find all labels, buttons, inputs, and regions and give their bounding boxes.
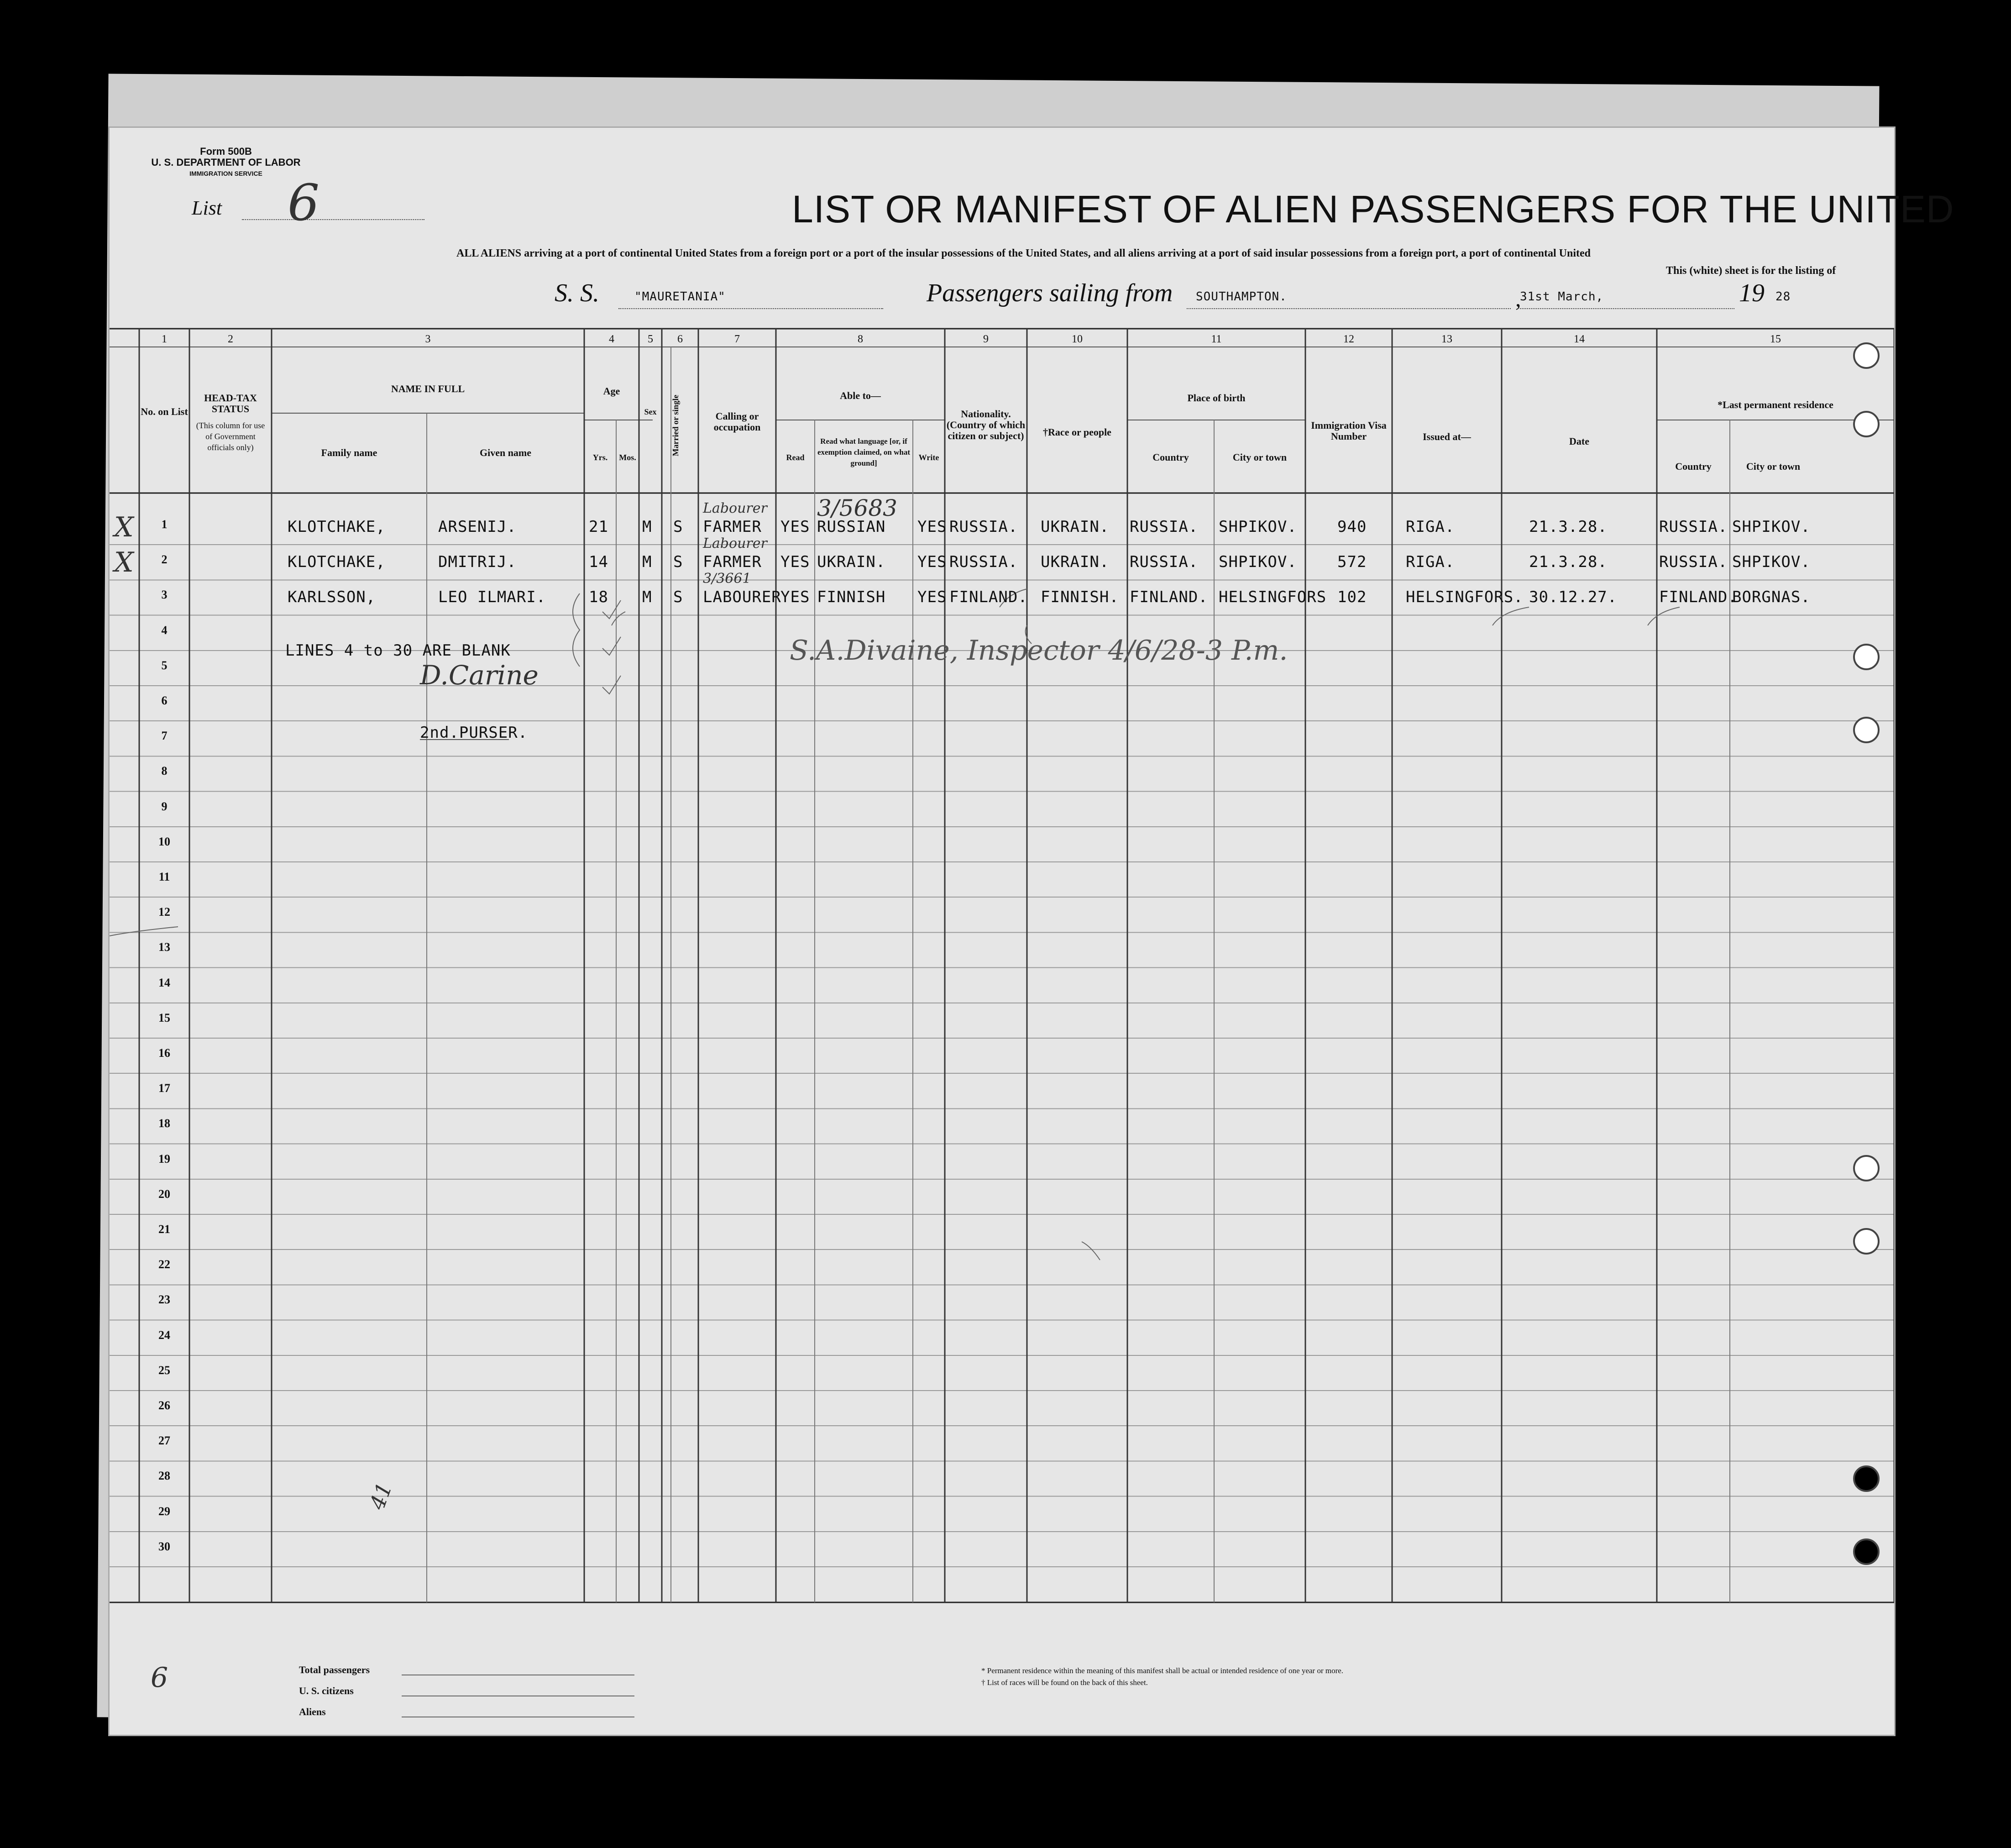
col-num-10: 10 [1072,333,1083,345]
hdr-yrs: Yrs. [592,453,608,462]
subtitle-1: ALL ALIENS arriving at a port of continental United States from a foreign port or a port of the insular possessions of the United States, and all aliens arriving at a port of said insular possessions from a foreign port, a port of continental United [456,247,1591,259]
department: U. S. DEPARTMENT OF LABOR [151,157,301,168]
row-number: 9 [161,799,168,813]
issue-date: 21.3.28. [1529,518,1608,536]
blank-lines-note: LINES 4 to 30 ARE BLANK [285,641,511,660]
inspector-note: S.A.Divaine, Inspector 4/6/28-3 P.m. [790,635,1288,667]
cross-mark: X [114,511,134,543]
manifest-title: LIST OR MANIFEST OF ALIEN PASSENGERS FOR THE UNITED [792,188,1954,231]
hdr-nationality: Nationality. (Country of which citizen or subject) [946,408,1026,441]
ship-name: "MAURETANIA" [634,290,726,304]
list-number: 6 [288,173,319,232]
row-number: 22 [158,1258,170,1271]
row-number: 12 [158,905,170,919]
hdr-birth-city: City or town [1232,452,1287,463]
age-years: 21 [589,518,608,536]
row-number: 16 [158,1046,170,1060]
hdr-no-on-list: No. on List [141,406,188,417]
row-number: 23 [158,1293,170,1307]
hdr-race: †Race or people [1043,426,1111,438]
family-name: KLOTCHAKE, [288,553,386,572]
form-number: Form 500B [200,146,252,157]
signature: D.Carine [420,660,539,691]
binder-hole [1853,644,1880,670]
row-number: 20 [158,1187,170,1201]
binder-hole [1853,1538,1880,1565]
age-years: 18 [589,588,608,607]
binder-hole [1853,1155,1880,1181]
footer-note-2: † List of races will be found on the back of this sheet. [981,1678,1148,1687]
can-read: YES [780,553,810,572]
marital-status: S [673,553,683,572]
col-num-6: 6 [677,333,683,345]
visa-number: 940 [1337,518,1367,536]
issue-date: 30.12.27. [1529,588,1618,607]
residence-country: RUSSIA. [1659,553,1728,572]
language-annotation: 3/5683 [817,495,897,521]
issued-at: HELSINGFORS. [1406,588,1524,607]
row-number: 3 [161,588,168,602]
hdr-family-name: Family name [321,447,377,458]
issued-at: RIGA. [1406,553,1455,572]
service: IMMIGRATION SERVICE [189,170,262,177]
hdr-res-city: City or town [1746,461,1801,472]
hdr-issued-at: Issued at— [1423,431,1471,442]
hdr-sex: Sex [644,407,657,416]
residence-city: SHPIKOV. [1732,553,1811,572]
hdr-write: Write [918,453,939,462]
list-label: List [192,197,222,219]
hdr-visa: Immigration Visa Number [1311,420,1387,442]
footer-totals [299,1664,370,1727]
hdr-head-tax-note: (This column for use of Government officials only) [196,421,265,452]
total-passengers-label: Total passengers [299,1664,370,1675]
race: FINNISH. [1041,588,1119,607]
birth-country: RUSSIA. [1130,518,1199,536]
marital-status: S [673,588,683,607]
issue-date: 21.3.28. [1529,553,1608,572]
row-number: 4 [161,623,168,637]
row-number: 11 [158,870,170,883]
hdr-mos: Mos. [619,453,636,462]
sex: M [642,553,652,572]
residence-country: FINLAND. [1659,588,1738,607]
hdr-name-in-full: NAME IN FULL [391,383,465,394]
sex: M [642,518,652,536]
col-num-15: 15 [1770,333,1781,345]
row-number: 14 [158,976,170,989]
hdr-read: Read [786,453,805,462]
given-name: DMITRIJ. [438,553,517,572]
issued-at: RIGA. [1406,518,1455,536]
sailing-label: Passengers sailing from [927,279,1173,307]
footer-note-1: * Permanent residence within the meaning of this manifest shall be actual or intended residence of one year or more. [981,1666,1344,1675]
nationality: FINLAND. [949,588,1028,607]
col-num-2: 2 [228,333,233,345]
occupation: FARMER [703,518,762,536]
year-prefix: 19 [1739,279,1765,307]
ss-label: S. S. [555,279,599,307]
age-years: 14 [589,553,608,572]
purser-label: 2nd.PURSER. [420,724,528,742]
occupation: LABOURER [703,588,781,607]
subtitle-2: This (white) sheet is for the listing of [1666,265,1836,277]
can-read: YES [780,588,810,607]
port: SOUTHAMPTON. [1196,290,1287,304]
occupation-annotation: Labourer [703,500,767,516]
us-citizens-label: U. S. citizens [299,1685,354,1696]
given-name: LEO ILMARI. [438,588,546,607]
occupation-annotation: Labourer [703,536,767,552]
row-number: 8 [161,764,168,778]
hdr-calling: Calling or occupation [713,410,761,433]
hdr-last-residence: *Last permanent residence [1718,399,1833,410]
row-number: 28 [158,1469,170,1483]
row-number: 27 [158,1434,170,1448]
can-write: YES [917,588,947,607]
binder-hole [1853,1465,1880,1492]
birth-city: HELSINGFORS [1219,588,1327,607]
read-language: RUSSIAN [817,518,886,536]
row-number: 7 [161,729,168,743]
hand-41: 41 [364,1479,397,1513]
col-num-14: 14 [1574,333,1585,345]
comma: , [1515,286,1521,311]
col-num-8: 8 [858,333,863,345]
can-write: YES [917,553,947,572]
hdr-read-lang: Read what language [or, if exemption claimed, on what ground] [817,437,911,467]
col-num-7: 7 [734,333,740,345]
race: UKRAIN. [1041,553,1110,572]
can-read: YES [780,518,810,536]
hdr-res-country: Country [1675,461,1712,472]
row-number: 30 [158,1539,170,1553]
aliens-label: Aliens [299,1706,326,1717]
manifest-sheet [110,128,1954,1735]
nationality: RUSSIA. [949,518,1018,536]
sex: M [642,588,652,607]
binder-hole [1853,717,1880,743]
binder-hole [1853,1228,1880,1255]
hand-6: 6 [151,1662,168,1694]
given-name: ARSENIJ. [438,518,517,536]
row-number: 1 [161,518,168,531]
row-number: 13 [158,940,170,954]
hdr-married: Married or single [671,394,680,457]
family-name: KLOTCHAKE, [288,518,386,536]
row-number: 19 [158,1152,170,1166]
year-suffix: 28 [1775,290,1791,304]
col-num-12: 12 [1343,333,1354,345]
visa-number: 102 [1337,588,1367,607]
col-num-5: 5 [648,333,653,345]
hdr-given-name: Given name [479,447,532,458]
col-num-4: 4 [609,333,614,345]
residence-city: BORGNAS. [1732,588,1811,607]
birth-country: RUSSIA. [1130,553,1199,572]
row-number: 10 [158,835,170,848]
birth-city: SHPIKOV. [1219,518,1297,536]
hdr-age: Age [603,385,620,397]
row-number: 21 [158,1223,170,1236]
can-write: YES [917,518,947,536]
birth-city: SHPIKOV. [1219,553,1297,572]
row-number: 17 [158,1082,170,1095]
row-number: 24 [158,1328,170,1342]
occupation-annotation: 3/3661 [703,571,751,587]
residence-city: SHPIKOV. [1732,518,1811,536]
nationality: RUSSIA. [949,553,1018,572]
row-number: 5 [161,658,168,672]
binder-hole [1853,411,1880,437]
race: UKRAIN. [1041,518,1110,536]
col-num-1: 1 [162,333,167,345]
family-name: KARLSSON, [288,588,376,607]
col-num-9: 9 [983,333,989,345]
row-number: 26 [158,1399,170,1412]
row-number: 6 [161,694,168,707]
hdr-head-tax: HEAD-TAX STATUS [204,392,257,415]
row-number: 18 [158,1117,170,1130]
marital-status: S [673,518,683,536]
hdr-birth-country: Country [1152,452,1189,463]
hdr-date: Date [1569,436,1589,447]
occupation: FARMER [703,553,762,572]
read-language: UKRAIN. [817,553,886,572]
col-num-3: 3 [425,333,431,345]
birth-country: FINLAND. [1130,588,1208,607]
residence-country: RUSSIA. [1659,518,1728,536]
row-number: 25 [158,1363,170,1377]
cross-mark: X [114,546,134,579]
visa-number: 572 [1337,553,1367,572]
row-number: 15 [158,1011,170,1024]
row-number: 2 [161,553,168,567]
read-language: FINNISH [817,588,886,607]
hdr-place-of-birth: Place of birth [1187,392,1246,404]
hdr-able-to: Able to— [840,390,881,401]
col-num-11: 11 [1211,333,1222,345]
sail-date: 31st March, [1520,290,1604,304]
binder-hole [1853,342,1880,369]
row-number: 29 [158,1504,170,1518]
col-num-13: 13 [1441,333,1452,345]
